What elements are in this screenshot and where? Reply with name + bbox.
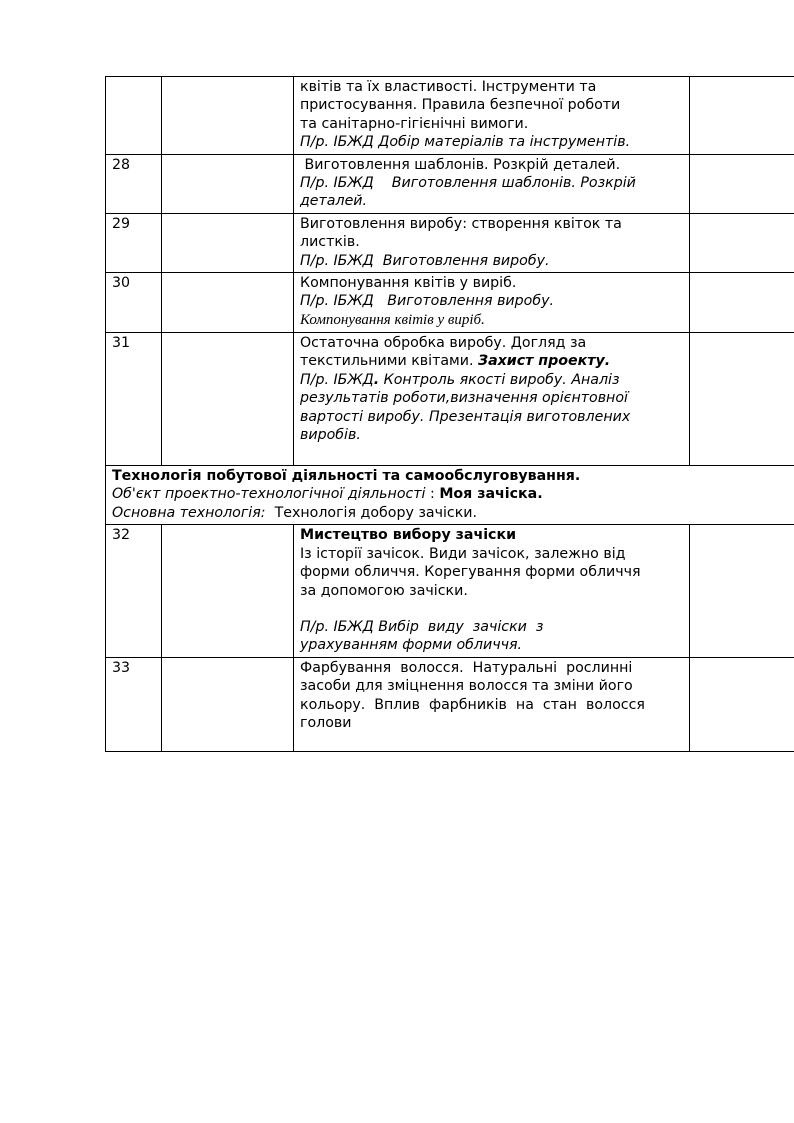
practical-work-line: П/р. ІБЖД Виготовлення виробу. (300, 252, 550, 269)
topic-line: Остаточна обробка виробу. Догляд за (300, 335, 587, 352)
topic-line: Виготовлення виробу: створення квіток та (300, 215, 622, 232)
table-row (106, 77, 794, 155)
practical-work-text: Контроль якості виробу. Аналіз (379, 371, 620, 388)
table-row (106, 213, 794, 272)
lesson-number: 31 (106, 333, 162, 466)
lesson-topic (294, 657, 690, 751)
lesson-number: 30 (106, 273, 162, 333)
topic-line: Із історії зачісок. Види зачісок, залежно від (300, 545, 626, 562)
lesson-date (162, 525, 294, 657)
lesson-date (162, 77, 294, 155)
section-technology-value: Технологія добору зачіски. (265, 504, 478, 521)
section-object-line (112, 485, 788, 503)
topic-text: текстильними квітами. (300, 353, 478, 370)
table-row (106, 525, 794, 657)
lesson-number: 28 (106, 154, 162, 213)
blank-line (300, 600, 683, 618)
lesson-topic (294, 77, 690, 155)
practical-work-line (300, 371, 683, 389)
section-object-separator: : (430, 486, 440, 503)
topic-line: Виготовлення шаблонів. Розкрій деталей. (300, 156, 621, 173)
table-row (106, 154, 794, 213)
practical-work-line: П/р. ІБЖД Виготовлення виробу. (300, 293, 554, 310)
lesson-number: 33 (106, 657, 162, 751)
practical-work-line: вартості виробу. Презентація виготовлених (300, 408, 631, 425)
lesson-notes (690, 273, 794, 333)
topic-line: форми обличчя. Корегування форми обличчя (300, 564, 641, 581)
lesson-notes (690, 525, 794, 657)
lesson-date (162, 333, 294, 466)
topic-line: за допомогою зачіски. (300, 582, 468, 599)
lesson-date (162, 213, 294, 272)
lesson-topic (294, 154, 690, 213)
topic-line: кольору. Вплив фарбників на стан волосся (300, 696, 645, 713)
section-object-value: Моя зачіска. (439, 486, 543, 503)
lesson-date (162, 154, 294, 213)
lesson-topic (294, 213, 690, 272)
section-header (106, 466, 794, 525)
project-defense-label: Захист проекту. (477, 353, 611, 370)
lesson-title: Мистецтво вибору зачіски (300, 527, 517, 544)
topic-line: пристосування. Правила безпечної роботи (300, 97, 621, 114)
lesson-notes (690, 333, 794, 466)
section-object-label: Об'єкт проектно-технологічної діяльності (112, 486, 431, 503)
topic-line: листків. (300, 234, 360, 251)
topic-line: Компонування квітів у виріб. (300, 275, 517, 292)
practical-work-line: Компонування квітів у виріб. (300, 311, 485, 328)
topic-line (300, 352, 683, 370)
lesson-number (106, 77, 162, 155)
lesson-topic (294, 273, 690, 333)
table-row (106, 657, 794, 751)
practical-work-prefix: П/р. ІБЖД (300, 371, 374, 388)
lesson-topic (294, 333, 690, 466)
lesson-date (162, 657, 294, 751)
section-technology-label: Основна технологія: (112, 504, 266, 521)
practical-work-line: П/р. ІБЖД Добір матеріалів та інструментів. (300, 134, 631, 151)
practical-work-line: деталей. (300, 193, 368, 210)
table-row (106, 333, 794, 466)
practical-work-line: урахуванням форми обличчя. (300, 637, 523, 654)
practical-work-dot: . (373, 371, 380, 388)
topic-line: квітів та їх властивості. Інструменти та (300, 79, 597, 95)
practical-work-line: П/р. ІБЖД Виготовлення шаблонів. Розкрій (300, 175, 636, 192)
topic-line: Фарбування волосся. Натуральні рослинні (300, 659, 633, 676)
section-technology-line (112, 504, 788, 522)
practical-work-line: результатів роботи,визначення орієнтовної (300, 390, 628, 407)
lesson-number: 29 (106, 213, 162, 272)
topic-line: засоби для зміцнення волосся та зміни його (300, 678, 633, 695)
lesson-notes (690, 154, 794, 213)
practical-work-line: виробів. (300, 427, 361, 444)
topic-line: голови (300, 714, 352, 731)
section-title: Технологія побутової діяльності та самообслуговування. (112, 468, 581, 485)
lesson-topic (294, 525, 690, 657)
lesson-number: 32 (106, 525, 162, 657)
lesson-notes (690, 213, 794, 272)
practical-work-line: П/р. ІБЖД Вибір виду зачіски з (300, 618, 544, 635)
topic-line: та санітарно-гігієнічні вимоги. (300, 115, 529, 132)
lesson-plan-table (105, 76, 794, 752)
table-row (106, 273, 794, 333)
lesson-notes (690, 77, 794, 155)
lesson-date (162, 273, 294, 333)
section-header-row (106, 466, 794, 525)
lesson-notes (690, 657, 794, 751)
